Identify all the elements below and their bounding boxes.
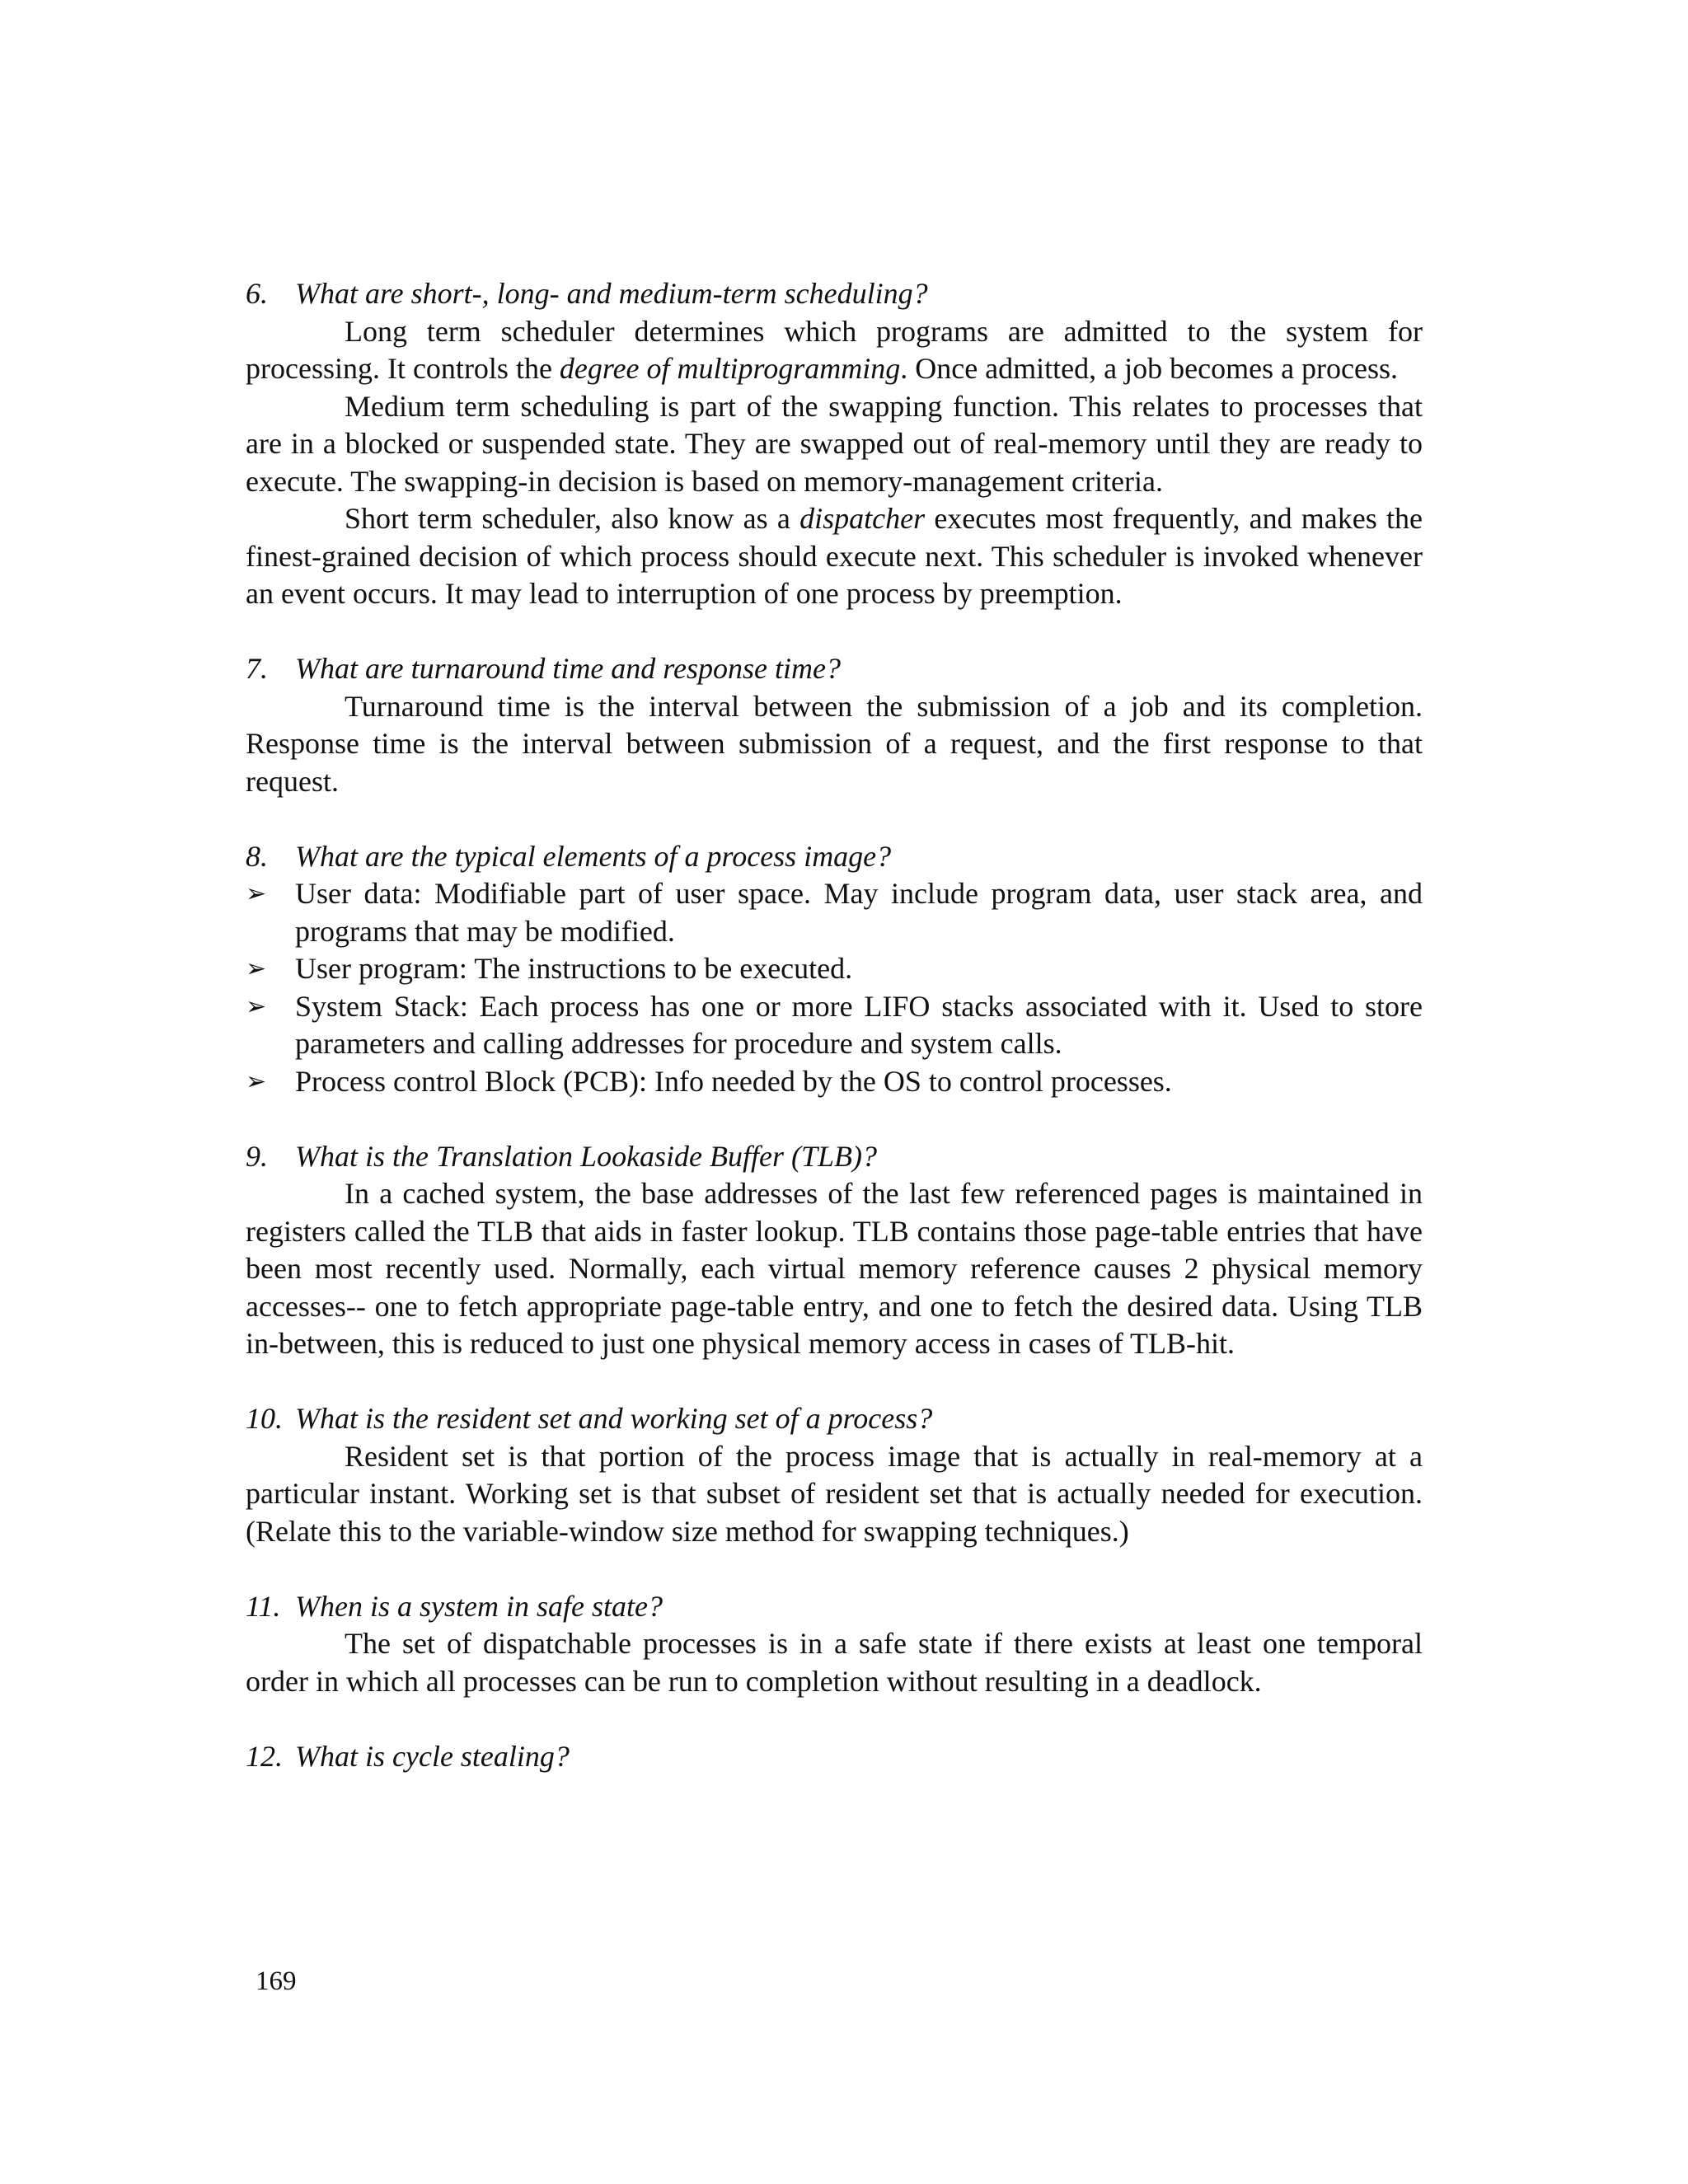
question-number: 12. — [246, 1739, 283, 1773]
question-text: What are turnaround time and response time? — [295, 652, 841, 685]
document-page — [246, 275, 1423, 1775]
question-text: What are short-, long- and medium-term scheduling? — [295, 277, 928, 310]
question-text: What is the resident set and working set of a process? — [295, 1402, 933, 1435]
question-number: 6. — [246, 277, 268, 310]
page-number: 169 — [256, 1966, 297, 1996]
bullet-list — [246, 875, 1423, 1100]
arrow-bullet-icon: ➢ — [246, 992, 267, 1020]
emphasis-text: degree of multiprogramming — [559, 352, 901, 385]
arrow-bullet-icon: ➢ — [246, 880, 267, 907]
list-item-text: User data: Modifiable part of user space. May include program data, user stack area, and programs that may be modified. — [295, 877, 1423, 948]
text-run: Short term scheduler, also know as a — [345, 502, 800, 535]
question-number: 8. — [246, 839, 268, 873]
question-text: What is the Translation Lookaside Buffer (TLB)? — [295, 1139, 878, 1173]
emphasis-text: dispatcher — [799, 502, 926, 535]
question-number: 11. — [246, 1589, 281, 1623]
list-item-text: User program: The instructions to be executed. — [295, 952, 853, 985]
question-number: 10. — [246, 1402, 283, 1435]
list-item-text: System Stack: Each process has one or more LIFO stacks associated with it. Used to store parameters and calling addresses for procedure and system calls. — [295, 989, 1423, 1060]
question-number: 9. — [246, 1139, 268, 1173]
question-6-heading — [246, 275, 1423, 313]
answer-paragraph: Resident set is that portion of the process image that is actually in real-memory at a particular instant. Working set is that subset of resident set that is actually needed for execution. (Relate this to the variable-window size method for swapping techniques.) — [246, 1439, 1423, 1548]
arrow-bullet-icon: ➢ — [246, 1067, 267, 1095]
answer-paragraph — [246, 500, 1423, 613]
text-run: . Once admitted, a job becomes a process. — [900, 352, 1399, 385]
question-text: What is cycle stealing? — [295, 1739, 570, 1773]
question-9-heading — [246, 1138, 1423, 1176]
text-run: Long term scheduler determines which programs are admitted to the system for processing. It controls the — [246, 314, 1423, 385]
question-text: When is a system in safe state? — [295, 1589, 663, 1623]
question-10-heading — [246, 1400, 1423, 1438]
question-text: What are the typical elements of a process image? — [295, 839, 892, 873]
answer-paragraph — [246, 313, 1423, 388]
answer-paragraph: Medium term scheduling is part of the swapping function. This relates to processes that are in a blocked or suspended state. They are swapped out of real-memory until they are ready to execute. The swapping-in decision is based on memory-management criteria. — [246, 389, 1423, 498]
question-number: 7. — [246, 652, 268, 685]
text-run: executes most frequently, and makes the finest-grained decision of which process should execute next. This scheduler is invoked whenever an event occurs. It may lead to interruption of one process by preemption. — [246, 502, 1423, 610]
answer-paragraph: Turnaround time is the interval between the submission of a job and its completion. Response time is the interval between submission of a request, and the first response to that request. — [246, 689, 1423, 798]
arrow-bullet-icon: ➢ — [246, 955, 267, 982]
list-item — [246, 988, 1423, 1063]
answer-paragraph: The set of dispatchable processes is in a safe state if there exists at least one temporal order in which all processes can be run to completion without resulting in a deadlock. — [246, 1627, 1423, 1698]
list-item — [246, 1063, 1423, 1101]
question-11-heading — [246, 1588, 1423, 1626]
question-8-heading — [246, 838, 1423, 876]
list-item — [246, 875, 1423, 950]
question-12-heading — [246, 1738, 1423, 1776]
answer-paragraph: In a cached system, the base addresses of the last few referenced pages is maintained in registers called the TLB that aids in faster lookup. TLB contains those page-table entries that have been most recently used. Normally, each virtual memory reference causes 2 physical memory accesses-- one to fetch appropriate page-table entry, and one to fetch the desired data. Using TLB in-between, this is reduced to just one physical memory access in cases of TLB-hit. — [246, 1177, 1423, 1360]
list-item-text: Process control Block (PCB): Info needed by the OS to control processes. — [295, 1064, 1172, 1098]
list-item — [246, 950, 1423, 988]
question-7-heading — [246, 650, 1423, 688]
